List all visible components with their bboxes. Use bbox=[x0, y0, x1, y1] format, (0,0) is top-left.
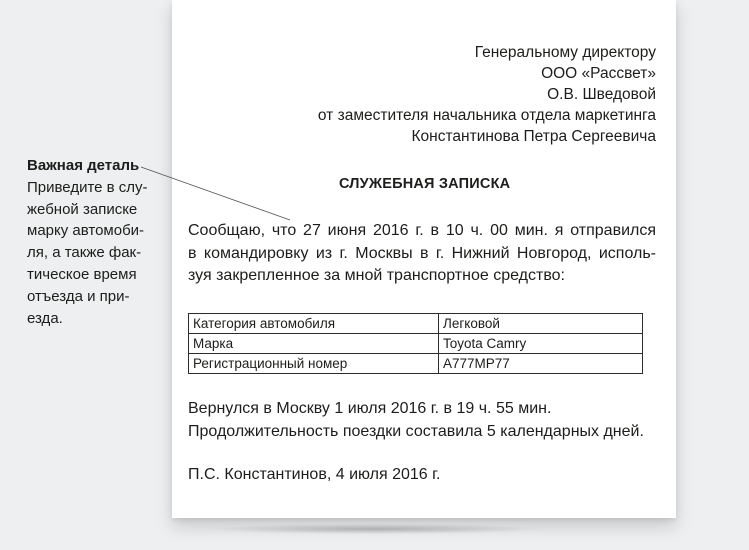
table-cell-label: Марка bbox=[189, 334, 439, 354]
memo-addressee bbox=[172, 42, 656, 147]
annotation-line: жебной записке bbox=[27, 200, 138, 218]
sender-name: Константинова Петра Сергеевича bbox=[411, 128, 656, 145]
table-row bbox=[189, 314, 643, 334]
table-cell-value: А777МР77 bbox=[439, 354, 643, 374]
addressee-company: ООО «Рассвет» bbox=[541, 65, 656, 82]
memo-paragraph-return bbox=[188, 398, 656, 443]
annotation-line: марку автомоби- bbox=[27, 222, 145, 240]
annotation-line: ля, а также фак- bbox=[27, 244, 142, 262]
annotation-line: езда. bbox=[27, 309, 63, 327]
addressee-name: О.В. Шведовой bbox=[547, 86, 656, 103]
memo-title: СЛУЖЕБНАЯ ЗАПИСКА bbox=[339, 176, 511, 192]
table-cell-label: Категория автомобиля bbox=[189, 314, 439, 334]
paragraph-line: Сообщаю, что 27 июня 2016 г. в 10 ч. 00 мин. я отправился bbox=[188, 222, 656, 239]
vehicle-table bbox=[188, 313, 643, 374]
table-cell-label: Регистрационный номер bbox=[189, 354, 439, 374]
annotation-heading: Важная деталь bbox=[27, 157, 140, 174]
memo-signature: П.С. Константинов, 4 июля 2016 г. bbox=[188, 466, 441, 483]
annotation-note bbox=[27, 155, 167, 329]
table-row bbox=[189, 334, 643, 354]
annotation-line: тическое время bbox=[27, 265, 137, 283]
table-cell-value: Легковой bbox=[439, 314, 643, 334]
paragraph-line: Вернулся в Москву 1 июля 2016 г. в 19 ч. 55 мин. bbox=[188, 400, 552, 417]
paragraph-line: Продолжительность поездки составила 5 календарных дней. bbox=[188, 422, 644, 440]
annotation-line: отъезда и при- bbox=[27, 287, 130, 305]
memo-paragraph-departure bbox=[188, 220, 656, 288]
paragraph-line: зуя закрепленное за мной транспортное средство: bbox=[188, 267, 565, 284]
table-row bbox=[189, 354, 643, 374]
addressee-position: Генеральному директору bbox=[474, 44, 656, 61]
sender-position: от заместителя начальника отдела маркетинга bbox=[317, 107, 656, 124]
annotation-line: Приведите в слу- bbox=[27, 178, 148, 196]
paragraph-line: в командировку из г. Москвы в г. Нижний Новгород, исполь- bbox=[188, 244, 656, 262]
table-cell-value: Toyota Camry bbox=[439, 334, 643, 354]
